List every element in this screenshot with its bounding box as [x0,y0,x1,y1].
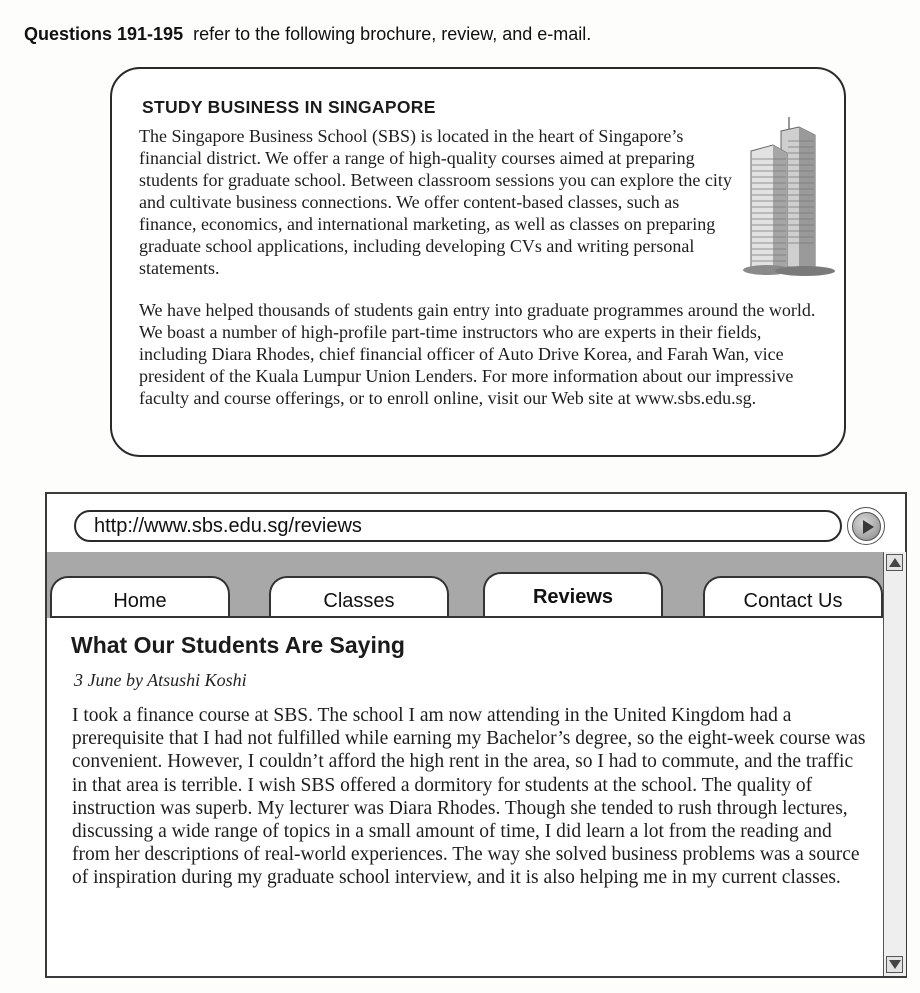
up-arrow-icon [889,558,901,567]
vertical-scrollbar[interactable] [883,552,906,976]
tab-bar [47,552,883,618]
brochure-title: STUDY BUSINESS IN SINGAPORE [142,97,436,117]
skyscraper-icon [743,117,837,277]
brochure-paragraph-1 [139,125,829,279]
brochure-paragraph-2: We have helped thousands of students gain entry into graduate programmes around the world. We boast a number of high-profile part-time instructors who are experts in their fields, including Diara Rhodes, chief financial officer of Auto Drive Korea, and Farah Wan, vice president of the Kuala Lumpur Union Lenders. For more information about our impressive faculty and course offerings, or to enroll online, visit our Web site at www.sbs.edu.sg. [139,300,816,408]
url-bar[interactable]: http://www.sbs.edu.sg/reviews [74,510,842,542]
question-range: Questions 191-195 [24,24,184,44]
brochure-box [110,67,846,457]
browser-window [45,492,907,978]
down-arrow-icon [889,960,901,969]
review-content [50,616,881,976]
question-instruction: refer to the following brochure, review, and e-mail. [193,24,592,44]
play-arrow-icon [863,520,874,534]
tab-reviews[interactable]: Reviews [483,572,663,618]
review-byline: 3 June by Atsushi Koshi [74,670,247,690]
scroll-up-button[interactable] [886,554,903,571]
tab-contact-us[interactable]: Contact Us [703,576,883,618]
go-button[interactable] [847,507,885,545]
tab-classes[interactable]: Classes [269,576,449,618]
brochure-paragraph-1-text: The Singapore Business School (SBS) is located in the heart of Singapore’s financial district. We offer a range of high-quality courses aimed at preparing students for graduate school. Between classroom sessions you can explore the city and cultivate business connections. We offer content-based classes, such as finance, economics, and international marketing, as well as classes on preparing graduate school applications, including developing CVs and writing personal statements. [139,126,732,278]
review-text: I took a finance course at SBS. The school I am now attending in the United Kingdom had a prerequisite that I had not fulfilled while earning my Bachelor’s degree, so the eight-week course was convenient. However, I couldn’t afford the high rent in the area, so I had to commute, and the traffic in that area is terrible. I wish SBS offered a dormitory for students at the school. The quality of instruction was superb. My lecturer was Diara Rhodes. Though she tended to rush through lectures, discussing a wide range of topics in a small amount of time, I did learn a lot from the reading and from her descriptions of real-world experiences. The way she solved business problems was a source of inspiration during my graduate school interview, and it is also helping me in my current classes. [72,705,866,889]
scroll-down-button[interactable] [886,956,903,973]
go-button-circle [852,512,881,541]
question-header [24,24,591,45]
page-title: What Our Students Are Saying [71,632,405,658]
tab-home[interactable]: Home [50,576,230,618]
